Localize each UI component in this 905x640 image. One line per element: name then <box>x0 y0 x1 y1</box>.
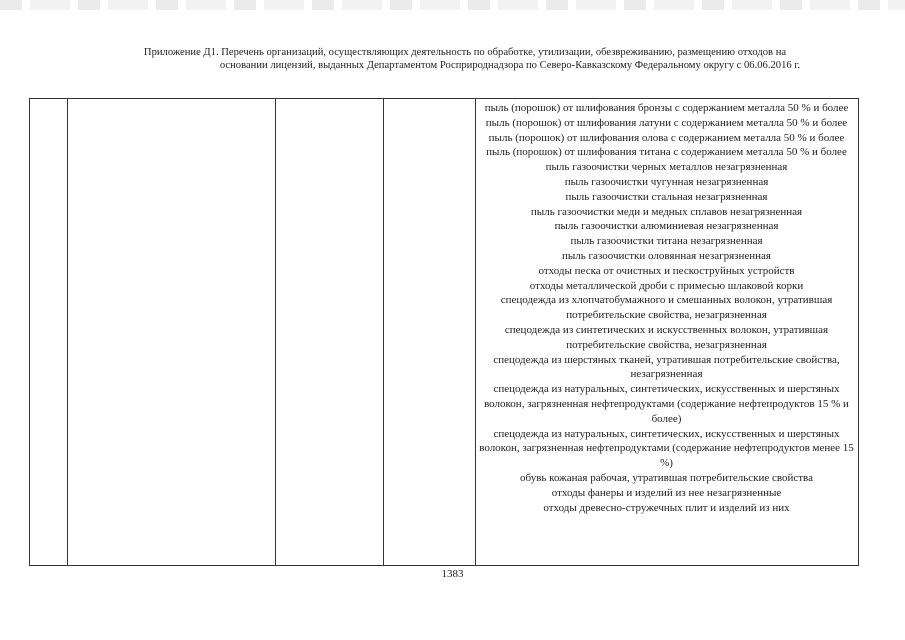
waste-entry: спецодежда из натуральных, синтетических, искусственных и шерстяных волокон, загрязненная нефтепродуктами (содержание нефтепродуктов 15 % и более) <box>484 383 849 425</box>
scan-artifact-strip <box>0 0 905 10</box>
waste-entry: пыль (порошок) от шлифования бронзы с содержанием металла 50 % и более <box>484 102 849 114</box>
waste-entry: отходы фанеры и изделий из нее незагрязненные <box>551 486 782 499</box>
column-divider <box>383 99 384 565</box>
waste-entry: пыль (порошок) от шлифования титана с содержанием металла 50 % и более <box>486 146 847 159</box>
waste-entry: отходы древесно-стружечных плит и изделий из них <box>543 501 790 514</box>
waste-types-cell <box>476 99 857 565</box>
waste-entry: пыль (порошок) от шлифования олова с содержанием металла 50 % и более <box>488 131 845 144</box>
header-line-2: основании лицензий, выданных Департаментом Росприроднадзора по Северо-Кавказскому Федеральному округу с 06.06.2016 г. <box>219 60 801 71</box>
waste-entry: обувь кожаная рабочая, утратившая потребительские свойства <box>520 471 813 484</box>
waste-table <box>29 98 859 566</box>
waste-entry: спецодежда из натуральных, синтетических, искусственных и шерстяных волокон, загрязненная нефтепродуктами (содержание нефтепродуктов менее 15 %) <box>479 427 854 470</box>
page-number: 1383 <box>441 568 464 580</box>
column-divider <box>275 99 276 565</box>
waste-entry: пыль газоочистки черных металлов незагрязненная <box>545 161 788 174</box>
waste-entry: отходы песка от очистных и пескоструйных устройств <box>538 264 795 277</box>
waste-types-list <box>476 99 857 515</box>
waste-entry: пыль (порошок) от шлифования латуни с содержанием металла 50 % и более <box>485 116 848 129</box>
waste-entry: отходы металлической дроби с примесью шлаковой корки <box>529 279 804 292</box>
column-divider <box>67 99 68 565</box>
header-line-1: Приложение Д1. Перечень организаций, осуществляющих деятельность по обработке, утилизации, обезвреживанию, размещению отходов на <box>143 47 787 58</box>
waste-entry: пыль газоочистки алюминиевая незагрязненная <box>554 220 779 233</box>
waste-entry: пыль газоочистки титана незагрязненная <box>570 235 763 248</box>
waste-entry: спецодежда из шерстяных тканей, утратившая потребительские свойства, незагрязненная <box>493 353 840 381</box>
waste-entry: пыль газоочистки стальная незагрязненная <box>565 190 768 203</box>
waste-entry: пыль газоочистки чугунная незагрязненная <box>564 175 769 188</box>
document-header <box>85 46 845 72</box>
waste-entry: пыль газоочистки меди и медных сплавов незагрязненная <box>530 205 803 218</box>
waste-entry: спецодежда из хлопчатобумажного и смешанных волокон, утратившая потребительские свойства, незагрязненная <box>500 294 833 322</box>
waste-entry: пыль газоочистки оловянная незагрязненная <box>562 249 771 262</box>
waste-entry: спецодежда из синтетических и искусственных волокон, утратившая потребительские свойства, незагрязненная <box>504 323 829 351</box>
